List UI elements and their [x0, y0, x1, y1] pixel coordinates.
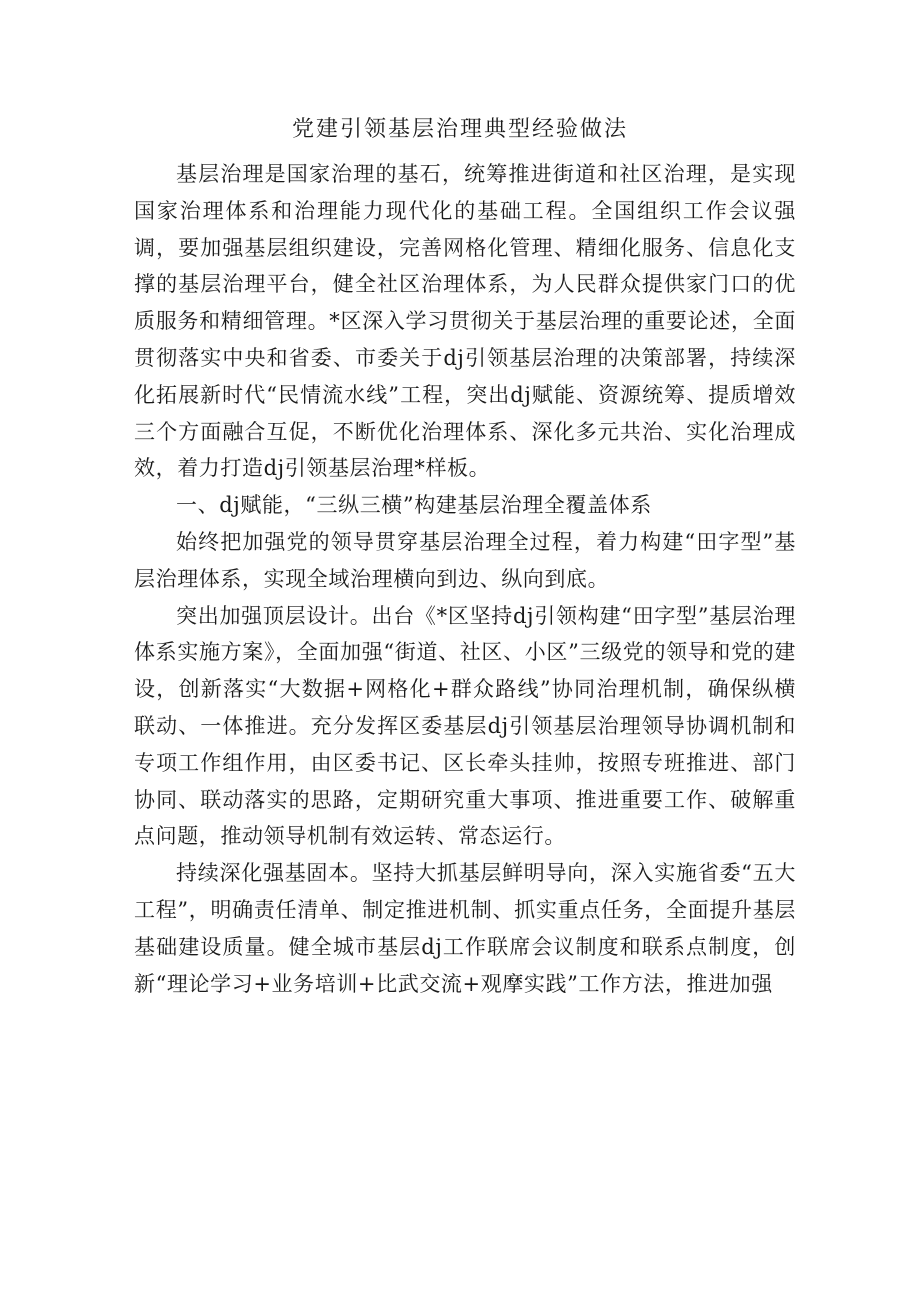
- paragraph-strengthen-foundation: 持续深化强基固本。坚持大抓基层鲜明导向，深入实施省委“五大工程”，明确责任清单、制定推进机制、抓实重点任务，全面提升基层基础建设质量。健全城市基层dj工作联席会议制度和联系点制度，创新“理论学习+业务培训+比武交流+观摩实践”工作方法，推进加强: [134, 861, 796, 996]
- section-heading-1: 一、dj赋能，“三纵三横”构建基层治理全覆盖体系: [176, 493, 652, 518]
- paragraph-section-1-lead: 始终把加强党的领导贯穿基层治理全过程，着力构建“田字型”基层治理体系，实现全域治理横向到边、纵向到底。: [134, 529, 796, 591]
- document-title: 党建引领基层治理典型经验做法: [291, 117, 628, 142]
- document-body: [134, 156, 796, 1002]
- paragraph-top-level-design: 突出加强顶层设计。出台《*区坚持dj引领构建“田字型”基层治理体系实施方案》，全面加强“街道、社区、小区”三级党的领导和党的建设，创新落实“大数据+网格化+群众路线”协同治理机制，确保纵横联动、一体推进。充分发挥区委基层dj引领基层治理领导协调机制和专项工作组作用，由区委书记、区长牵头挂帅，按照专班推进、部门协同、联动落实的思路，定期研究重大事项、推进重要工作、破解重点问题，推动领导机制有效运转、常态运行。: [134, 603, 796, 849]
- paragraph-intro: 基层治理是国家治理的基石，统筹推进街道和社区治理，是实现国家治理体系和治理能力现代化的基础工程。全国组织工作会议强调，要加强基层组织建设，完善网格化管理、精细化服务、信息化支撑的基层治理平台，健全社区治理体系，为人民群众提供家门口的优质服务和精细管理。*区深入学习贯彻关于基层治理的重要论述，全面贯彻落实中央和省委、市委关于dj引领基层治理的决策部署，持续深化拓展新时代“民情流水线”工程，突出dj赋能、资源统筹、提质增效三个方面融合互促，不断优化治理体系、深化多元共治、实化治理成效，着力打造dj引领基层治理*样板。: [134, 162, 796, 481]
